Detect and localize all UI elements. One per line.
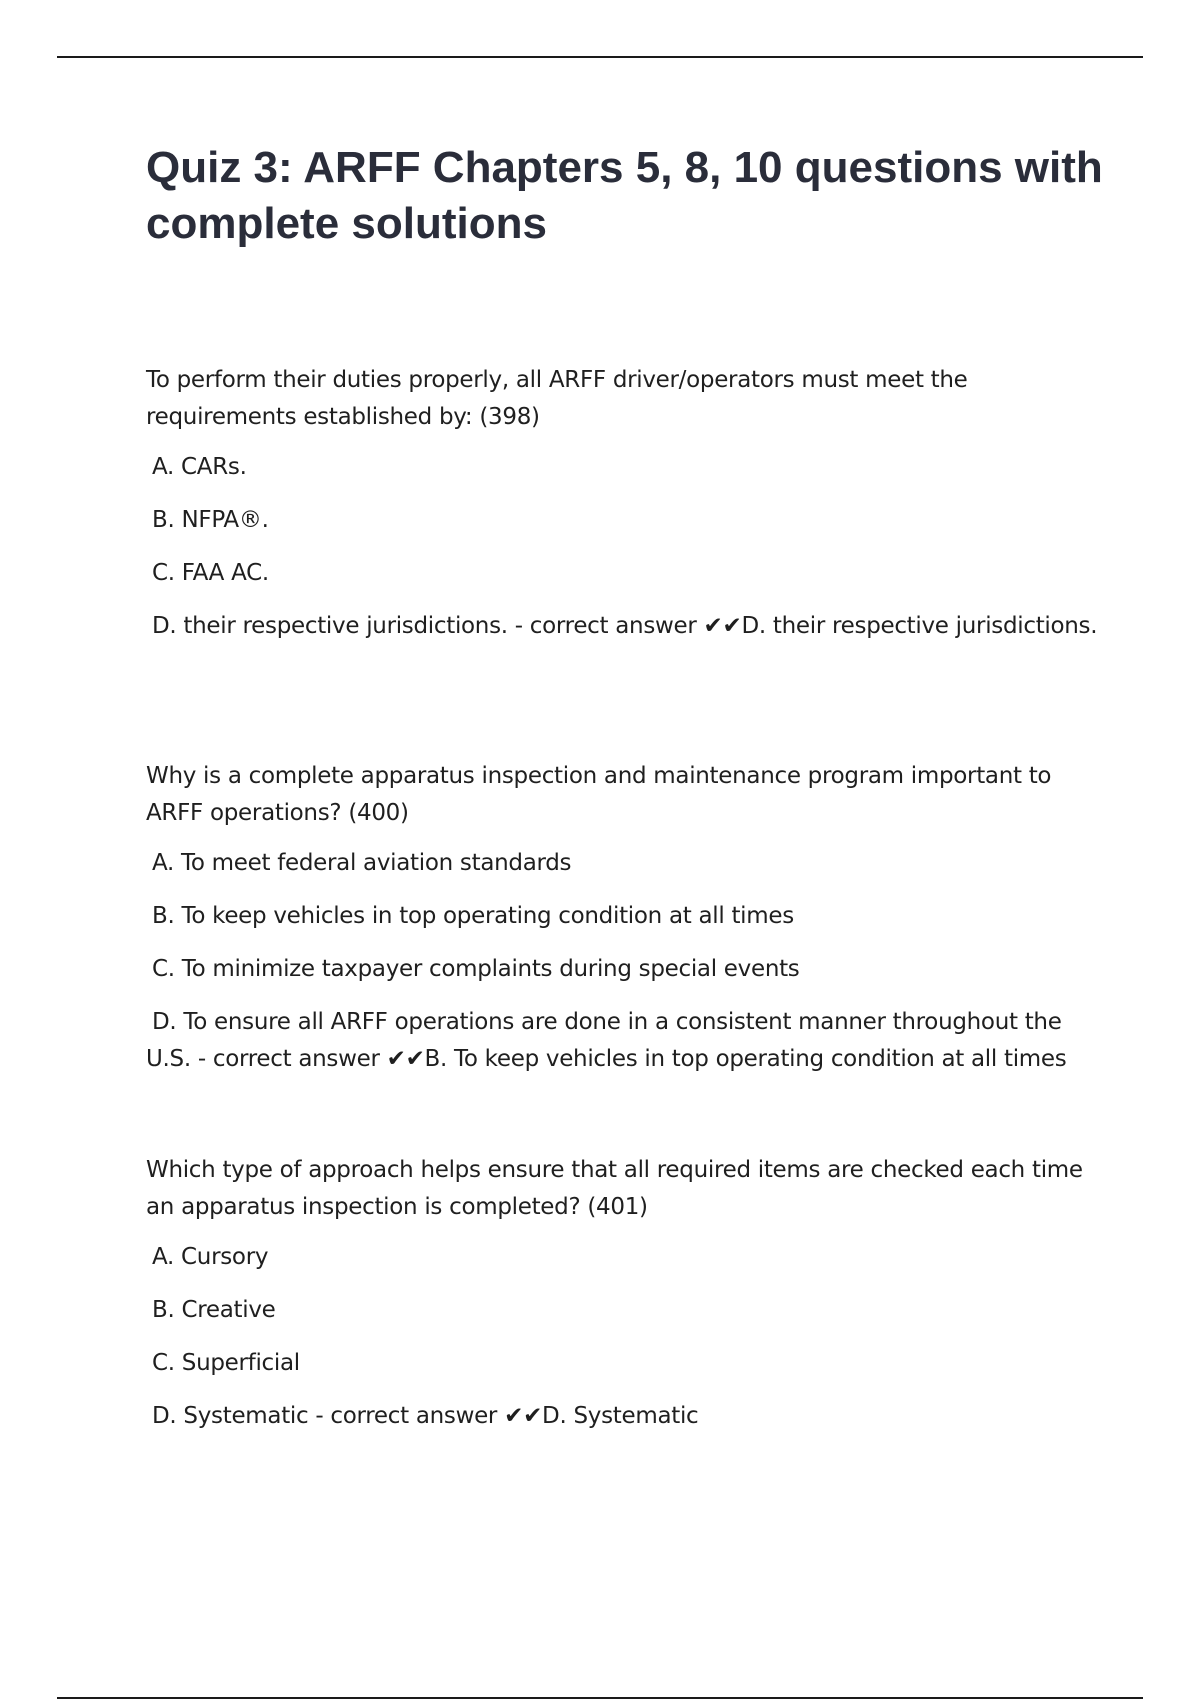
answer-option-a: A. To meet federal aviation standards [152,850,572,876]
document-body [146,140,1106,1429]
answer-option-c: C. FAA AC. [152,560,269,586]
answer-option-d: D. To ensure all ARFF operations are done in a consistent manner throughout the U.S. - correct answer ✔✔B. To keep vehicles in top operating condition at all times [146,1009,1067,1072]
question-2 [146,758,1106,1078]
answer-option-a: A. Cursory [152,1244,269,1270]
question-text: To perform their duties properly, all ARFF driver/operators must meet the requirements established by: (398) [146,367,968,430]
question-text: Which type of approach helps ensure that all required items are checked each time an apparatus inspection is completed? (401) [146,1157,1083,1220]
answer-option-a: A. CARs. [152,454,247,480]
question-1 [146,362,1106,645]
answer-option-d: D. their respective jurisdictions. - correct answer ✔✔D. their respective jurisdictions. [152,613,1098,639]
question-text: Why is a complete apparatus inspection and maintenance program important to ARFF operations? (400) [146,763,1052,826]
answer-option-b: B. NFPA®. [152,507,269,533]
bottom-rule [57,1697,1143,1699]
answer-option-d: D. Systematic - correct answer ✔✔D. Systematic [152,1403,699,1429]
answer-option-b: B. To keep vehicles in top operating condition at all times [152,903,794,929]
answer-option-b: B. Creative [152,1297,276,1323]
top-rule [57,56,1143,58]
question-3 [146,1152,1106,1435]
answer-option-c: C. To minimize taxpayer complaints during special events [152,956,800,982]
page-title: Quiz 3: ARFF Chapters 5, 8, 10 questions with complete solutions [146,143,1103,248]
answer-option-c: C. Superficial [152,1350,300,1376]
